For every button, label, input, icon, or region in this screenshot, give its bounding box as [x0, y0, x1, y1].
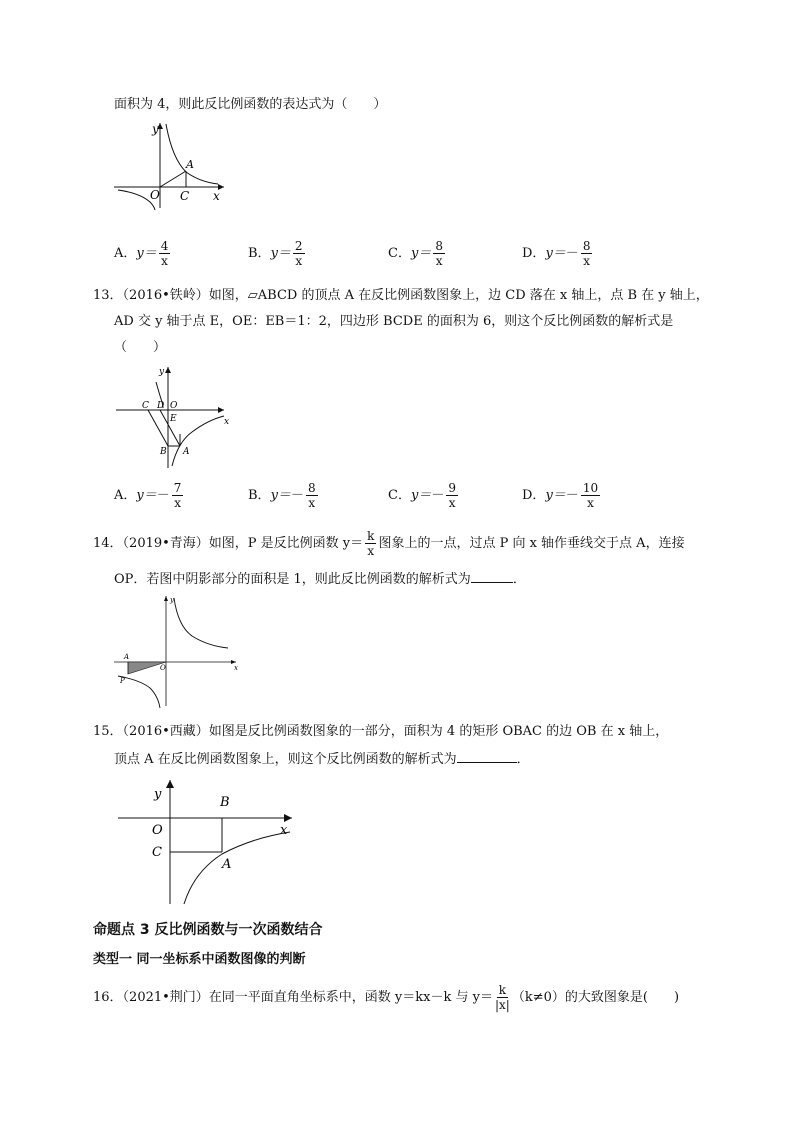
q12-fig-x: x: [213, 189, 220, 203]
q13-fig-a: A: [183, 447, 190, 457]
q13-option-d: D．y＝－ $\frac{10}{x}$: [522, 481, 599, 510]
q13-option-c: C．y＝－ $\frac{9}{x}$: [388, 481, 456, 510]
q15-fig-b: B: [220, 795, 230, 810]
q12-figure: [110, 118, 230, 210]
q15-fig-y: y: [154, 787, 162, 802]
q13-line1: 13．（2016•铁岭）如图，▱ABCD 的顶点 A 在反比例函数图象上，边 CD 落在 x 轴上，点 B 在 y 轴上，: [93, 288, 709, 303]
q12-stem: 面积为 4，则此反比例函数的表达式为（ ）: [114, 97, 387, 112]
q14-fig-o: O: [160, 664, 166, 672]
q13-figure: [112, 362, 238, 470]
q12-fig-c: C: [180, 189, 190, 203]
q16-line: 16．（2021•荆门）在同一平面直角坐标系中，函数 y＝kx－k 与 y＝ $\frac{k}{|x|}$ （k≠0）的大致图象是( ): [93, 983, 680, 1012]
q12-fig-a: A: [186, 158, 194, 171]
q13-line2: AD 交 y 轴于点 E，OE：EB＝1：2，四边形 BCDE 的面积为 6，则这个反比例函数的解析式是: [114, 314, 674, 329]
q12-fig-y: y: [152, 122, 159, 136]
q15-figure: [112, 776, 302, 906]
q14-fig-y: y: [170, 596, 174, 604]
q15-answer-blank[interactable]: [457, 750, 517, 763]
q14-fig-x: x: [234, 664, 238, 672]
q13-line3: （ ）: [114, 340, 167, 355]
q15-fig-c: C: [152, 845, 162, 860]
q15-line1: 15．（2016•西藏）如图是反比例函数图象的一部分，面积为 4 的矩形 OBAC 的边 OB 在 x 轴上，: [93, 724, 669, 739]
q13-fig-y: y: [159, 367, 165, 377]
q13-option-a: A．y＝－ $\frac{7}{x}$: [114, 481, 182, 510]
q14-fig-a: A: [124, 653, 130, 661]
q12-option-c: C．y＝ $\frac{8}{x}$: [388, 239, 443, 268]
q15-fig-a: A: [222, 857, 232, 872]
q14-answer-blank[interactable]: [471, 570, 513, 583]
section-title: 命题点 3 反比例函数与一次函数结合: [93, 922, 323, 938]
section-subtitle: 类型一 同一坐标系中函数图像的判断: [93, 952, 306, 967]
q13-fig-d: D: [157, 401, 165, 411]
q14-line2: OP．若图中阴影部分的面积是 1，则此反比例函数的解析式为 ．: [114, 572, 526, 587]
q13-fig-e: E: [170, 414, 177, 424]
q13-fig-x: x: [224, 417, 230, 427]
q12-fig-o: O: [150, 188, 160, 202]
q13-fig-c: C: [142, 401, 149, 411]
q13-fig-o: O: [170, 401, 178, 411]
q14-line1: 14．（2019•青海）如图，P 是反比例函数 y＝ $\frac{k}{x}$ 图象上的一点，过点 P 向 x 轴作垂线交于点 A，连接: [93, 529, 685, 558]
q14-figure: [110, 592, 242, 710]
q15-fig-o: O: [152, 823, 163, 838]
q13-option-b: B．y＝－ $\frac{8}{x}$: [248, 481, 316, 510]
q12-option-b: B．y＝ $\frac{2}{x}$: [248, 239, 303, 268]
q12-option-d: D．y＝－ $\frac{8}{x}$: [522, 239, 591, 268]
q15-line2: 顶点 A 在反比例函数图象上，则这个反比例函数的解析式为 ．: [114, 752, 530, 767]
q14-fig-p: P: [120, 677, 125, 685]
q15-fig-x: x: [280, 823, 288, 838]
q12-option-a: A．y＝ $\frac{4}{x}$: [114, 239, 169, 268]
q13-fig-b: B: [160, 447, 167, 457]
